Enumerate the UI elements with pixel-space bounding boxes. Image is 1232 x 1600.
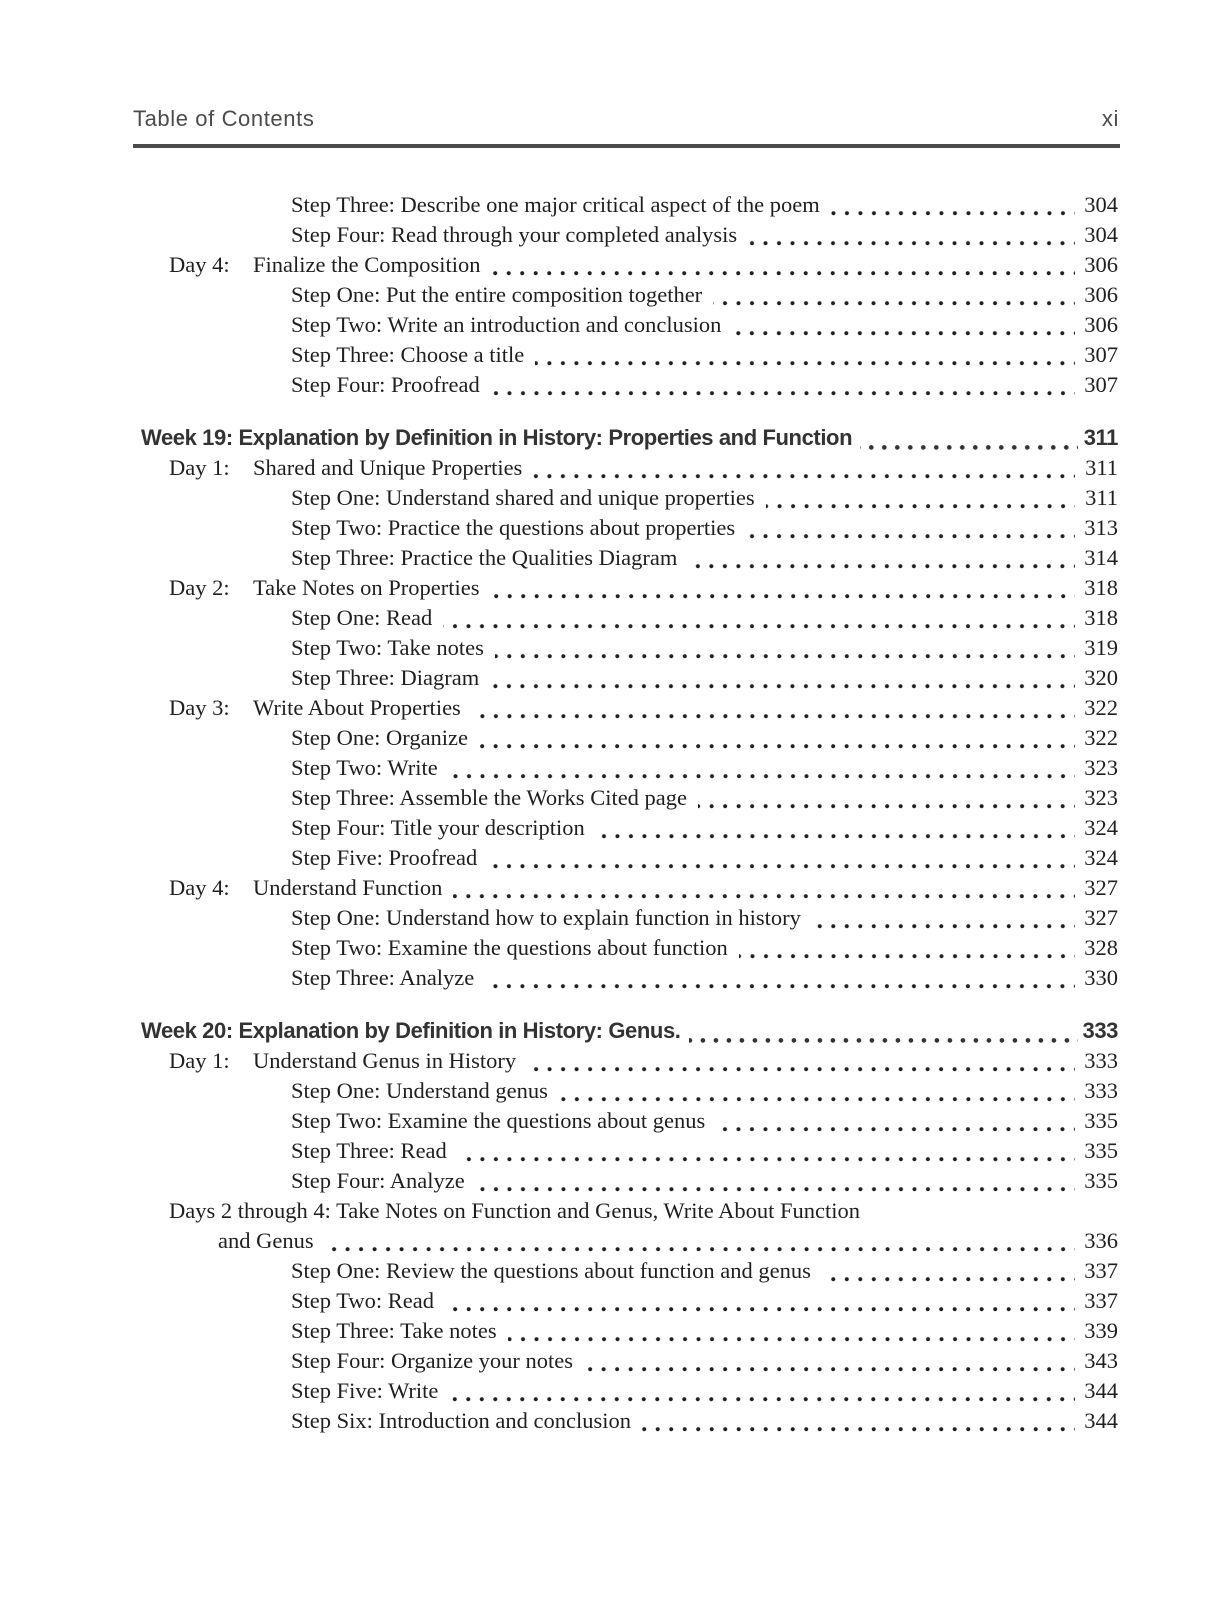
toc-entry-day-label: Day 1: (169, 455, 230, 480)
toc-entry-step (141, 312, 1118, 342)
running-header-title: Table of Contents (133, 106, 315, 131)
toc-entry-page-number: 318 (1084, 605, 1118, 630)
toc-entry-page-number: 313 (1084, 515, 1118, 540)
toc-entry-step (141, 1258, 1118, 1288)
toc-entry-page-number: 333 (1084, 1078, 1118, 1103)
dot-leader (525, 1048, 1075, 1078)
toc-entry-page-number: 333 (1082, 1018, 1118, 1043)
toc-entry-step (141, 1408, 1118, 1438)
toc-entry-title: Step Four: Proofread (291, 372, 480, 397)
toc-entry-title: Understand Function (253, 875, 443, 900)
toc-entry-page-number: 327 (1084, 875, 1118, 900)
toc-entry-week (141, 425, 1118, 455)
toc-entry-page-number: 337 (1084, 1258, 1118, 1283)
toc-entry-page-number: 311 (1085, 485, 1118, 510)
toc-entry-step (141, 845, 1118, 875)
toc-entry-day (141, 1048, 1118, 1078)
toc-entry-title: Write About Properties (253, 695, 461, 720)
dot-leader (711, 282, 1075, 312)
toc-entry-step (141, 755, 1118, 785)
toc-entry-step (141, 1348, 1118, 1378)
toc-entry-step (141, 815, 1118, 845)
toc-entry-title: Finalize the Composition (253, 252, 481, 277)
toc-entry-page-number: 344 (1084, 1378, 1118, 1403)
dot-leader (506, 1318, 1075, 1348)
toc-entry-step (141, 1318, 1118, 1348)
toc-entry-page-number: 323 (1084, 785, 1118, 810)
toc-entry-page-number: 319 (1084, 635, 1118, 660)
toc-entry-step (141, 1288, 1118, 1318)
toc-entry-title: Step Two: Write (291, 755, 438, 780)
toc-entry-page-number: 336 (1084, 1228, 1118, 1253)
toc-entry-step (141, 342, 1118, 372)
toc-entry-page-number: 337 (1084, 1288, 1118, 1313)
toc-entry-title: Step Five: Write (291, 1378, 439, 1403)
toc-entry-title: Step One: Understand genus (291, 1078, 548, 1103)
toc-list (141, 192, 1118, 1438)
toc-entry-page-number: 343 (1084, 1348, 1118, 1373)
toc-entry-title: Step One: Understand shared and unique properties (291, 485, 755, 510)
toc-entry-page-number: 311 (1083, 425, 1118, 450)
dot-leader (829, 192, 1075, 222)
toc-entry-title: Step One: Review the questions about function and genus (291, 1258, 811, 1283)
running-header (133, 106, 1119, 132)
header-rule (133, 144, 1120, 148)
toc-entry-page-number: 304 (1084, 222, 1118, 247)
dot-leader (531, 455, 1075, 485)
toc-entry-step (141, 725, 1118, 755)
toc-entry-page-number: 339 (1084, 1318, 1118, 1343)
toc-entry-title: Step Three: Practice the Qualities Diagram (291, 545, 678, 570)
dot-leader (687, 1018, 1079, 1048)
toc-entry-title: Step One: Read (291, 605, 433, 630)
toc-entry-week (141, 1018, 1118, 1048)
toc-entry-day (141, 252, 1118, 282)
dot-leader (488, 665, 1075, 695)
toc-entry-step (141, 515, 1118, 545)
toc-entry-title: Step Three: Choose a title (291, 342, 525, 367)
toc-entry-page-number: 344 (1084, 1408, 1118, 1433)
toc-entry-title: Step Four: Organize your notes (291, 1348, 574, 1373)
dot-leader (489, 252, 1075, 282)
dot-leader (477, 725, 1075, 755)
toc-entry-title: Step Two: Write an introduction and conclusion (291, 312, 722, 337)
toc-entry-day-label: Day 4: (169, 875, 230, 900)
dot-leader (493, 635, 1075, 665)
toc-entry-page-number: 323 (1084, 755, 1118, 780)
toc-entry-page-number: 324 (1084, 815, 1118, 840)
folio-page-number: xi (1101, 106, 1119, 131)
dot-leader (594, 815, 1075, 845)
dot-leader (456, 1138, 1075, 1168)
toc-entry-page-number: 335 (1084, 1108, 1118, 1133)
toc-entry-title: Step Six: Introduction and conclusion (291, 1408, 631, 1433)
toc-entry-step (141, 665, 1118, 695)
toc-entry-title: Step One: Organize (291, 725, 469, 750)
toc-entry-page-number: 307 (1084, 342, 1118, 367)
toc-entry-title: and Genus (218, 1228, 314, 1253)
toc-entry-page-number: 304 (1084, 192, 1118, 217)
dot-leader (447, 1378, 1075, 1408)
dot-leader (746, 222, 1075, 252)
toc-entry-page-number: 318 (1084, 575, 1118, 600)
toc-entry-title: Step Two: Examine the questions about genus (291, 1108, 706, 1133)
toc-entry-title: Step One: Understand how to explain function in history (291, 905, 801, 930)
toc-entry-day (141, 875, 1118, 905)
dot-leader (483, 965, 1075, 995)
toc-entry-page-number: 335 (1084, 1168, 1118, 1193)
toc-entry-span (141, 1198, 1118, 1228)
dot-leader (714, 1108, 1075, 1138)
toc-entry-title: Step Three: Read (291, 1138, 447, 1163)
dot-leader (443, 1288, 1075, 1318)
toc-entry-title: Step Two: Read (291, 1288, 434, 1313)
toc-entry-page-number: 335 (1084, 1138, 1118, 1163)
toc-entry-title: Days 2 through 4: Take Notes on Function and Genus, Write About Function (169, 1198, 860, 1223)
toc-entry-day (141, 695, 1118, 725)
dot-leader (489, 575, 1076, 605)
dot-leader (737, 935, 1075, 965)
dot-leader (744, 515, 1075, 545)
dot-leader (557, 1078, 1075, 1108)
toc-entry-step (141, 905, 1118, 935)
toc-entry-title: Step Four: Analyze (291, 1168, 465, 1193)
toc-entry-title: Take Notes on Properties (253, 575, 480, 600)
toc-entry-step (141, 485, 1118, 515)
toc-entry-title: Step Three: Assemble the Works Cited page (291, 785, 688, 810)
toc-entry-title: Step Two: Practice the questions about properties (291, 515, 736, 540)
dot-leader (640, 1408, 1075, 1438)
toc-entry-step (141, 1378, 1118, 1408)
toc-entry-page-number: 320 (1084, 665, 1118, 690)
dot-leader (470, 695, 1075, 725)
dot-leader (696, 785, 1075, 815)
dot-leader (730, 312, 1075, 342)
dot-leader (764, 485, 1075, 515)
toc-entry-page-number: 324 (1084, 845, 1118, 870)
toc-entry-title: Step One: Put the entire composition together (291, 282, 703, 307)
toc-entry-page-number: 314 (1084, 545, 1118, 570)
toc-entry-title: Step Three: Analyze (291, 965, 475, 990)
toc-entry-title: Step Five: Proofread (291, 845, 478, 870)
toc-entry-title: Step Four: Title your description (291, 815, 585, 840)
toc-entry-step (141, 605, 1118, 635)
toc-entry-page-number: 327 (1084, 905, 1118, 930)
toc-entry-page-number: 322 (1084, 725, 1118, 750)
dot-leader (820, 1258, 1075, 1288)
toc-entry-title: Shared and Unique Properties (253, 455, 523, 480)
toc-entry-step (141, 965, 1118, 995)
toc-entry-step (141, 372, 1118, 402)
dot-leader (810, 905, 1075, 935)
toc-entry-step (141, 545, 1118, 575)
toc-entry-title: Step Three: Diagram (291, 665, 480, 690)
toc-entry-day-label: Day 2: (169, 575, 230, 600)
toc-entry-day (141, 575, 1118, 605)
dot-leader (686, 545, 1075, 575)
toc-entry-title: Step Three: Take notes (291, 1318, 497, 1343)
toc-entry-day-label: Day 1: (169, 1048, 230, 1073)
toc-entry-page-number: 330 (1084, 965, 1118, 990)
dot-leader (858, 425, 1078, 455)
toc-entry-title: Week 19: Explanation by Definition in History: Properties and Function (141, 425, 853, 450)
dot-leader (474, 1168, 1075, 1198)
toc-entry-step (141, 282, 1118, 312)
toc-entry-page-number: 306 (1084, 252, 1118, 277)
toc-entry-step (141, 1138, 1118, 1168)
toc-entry-page-number: 306 (1084, 312, 1118, 337)
dot-leader (451, 875, 1075, 905)
toc-entry-title: Week 20: Explanation by Definition in History: Genus. (141, 1018, 681, 1043)
toc-entry-step (141, 192, 1118, 222)
toc-entry-page-number: 333 (1084, 1048, 1118, 1073)
toc-entry-title: Step Two: Take notes (291, 635, 484, 660)
toc-entry-page-number: 306 (1084, 282, 1118, 307)
dot-leader (441, 605, 1075, 635)
toc-entry-title: Step Two: Examine the questions about function (291, 935, 728, 960)
toc-entry-wrap (141, 1228, 1118, 1258)
dot-leader (533, 342, 1075, 372)
toc-entry-step (141, 785, 1118, 815)
toc-entry-day (141, 455, 1118, 485)
toc-entry-page-number: 322 (1084, 695, 1118, 720)
toc-entry-day-label: Day 3: (169, 695, 230, 720)
dot-leader (323, 1228, 1075, 1258)
toc-entry-step (141, 635, 1118, 665)
toc-entry-step (141, 1168, 1118, 1198)
dot-leader (582, 1348, 1075, 1378)
toc-entry-step (141, 1108, 1118, 1138)
toc-entry-page-number: 311 (1085, 455, 1118, 480)
dot-leader (486, 845, 1075, 875)
toc-entry-title: Step Three: Describe one major critical aspect of the poem (291, 192, 820, 217)
toc-entry-page-number: 328 (1084, 935, 1118, 960)
toc-entry-step (141, 1078, 1118, 1108)
toc-entry-step (141, 222, 1118, 252)
toc-entry-title: Understand Genus in History (253, 1048, 517, 1073)
dot-leader (447, 755, 1075, 785)
toc-entry-step (141, 935, 1118, 965)
toc-entry-title: Step Four: Read through your completed analysis (291, 222, 738, 247)
toc-entry-page-number: 307 (1084, 372, 1118, 397)
dot-leader (489, 372, 1075, 402)
toc-entry-day-label: Day 4: (169, 252, 230, 277)
